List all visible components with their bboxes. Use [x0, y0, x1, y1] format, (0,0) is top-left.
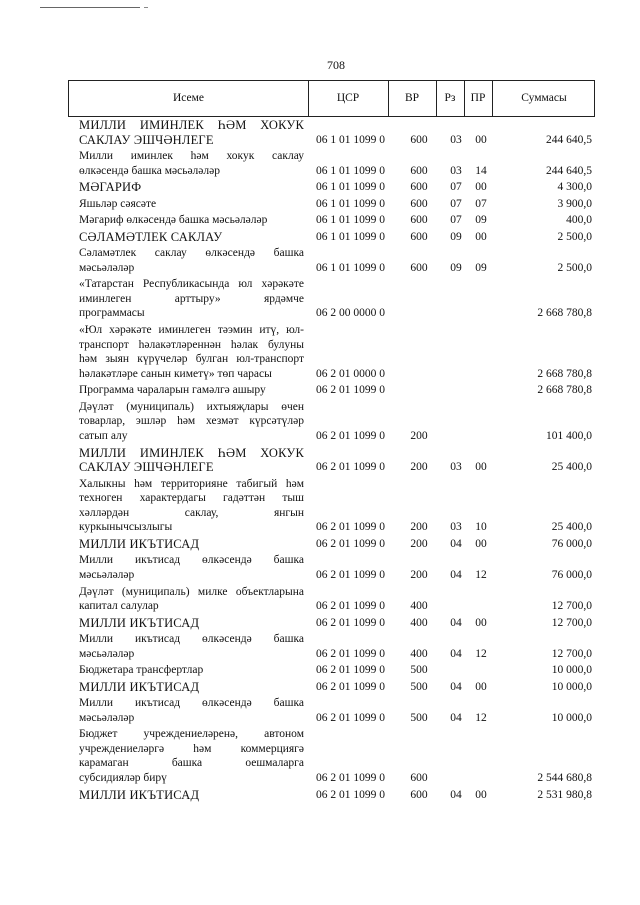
row-sum: 3 900,0 [557, 197, 592, 210]
row-pr: 10 [475, 521, 487, 534]
row-name [79, 616, 304, 631]
row-name-line: программасы [79, 307, 145, 320]
row-pr: 00 [475, 133, 487, 146]
header-pr: ПР [470, 92, 486, 104]
row-name-line: МИЛЛИ ИМИНЛЕК ҺӘМ ХОКУК [79, 118, 304, 132]
row-name [79, 149, 304, 178]
row-vr: 500 [410, 711, 428, 724]
row-name-line: МИЛЛИ ИКЪТИСАД [79, 615, 200, 630]
row-name-line: учреждениеләргә һәм коммерциягә [79, 742, 304, 755]
table-row [0, 477, 640, 535]
row-csr: 06 2 01 1099 0 [316, 616, 385, 629]
table-row [0, 197, 640, 212]
row-sum: 2 531 980,8 [537, 788, 592, 801]
row-name [79, 663, 304, 678]
row-name-line: субсидияләр бирү [79, 772, 167, 785]
row-sum: 400,0 [566, 214, 592, 227]
row-csr: 06 1 01 1099 0 [316, 230, 385, 243]
row-pr: 00 [475, 461, 487, 474]
row-name-line: «Татарстан Республикасында юл хәрәкәте [79, 278, 304, 291]
row-name-line: мәсьәләләр [79, 261, 135, 274]
row-name-line: МИЛЛИ ИКЪТИСАД [79, 679, 200, 694]
row-rz: 07 [450, 181, 462, 194]
row-sum: 10 000,0 [551, 664, 592, 677]
row-name [79, 246, 304, 275]
row-csr: 06 2 01 0000 0 [316, 367, 385, 380]
row-vr: 200 [410, 521, 428, 534]
row-name-line: Сәламәтлек саклау өлкәсендә башка [79, 247, 304, 260]
row-name [79, 277, 304, 321]
row-sum: 101 400,0 [546, 429, 592, 442]
table-row [0, 632, 640, 661]
row-rz: 03 [450, 133, 462, 146]
row-name-line: техноген характердагы гадәттән тыш [79, 492, 304, 505]
row-vr: 600 [410, 164, 428, 177]
row-sum: 12 700,0 [551, 600, 592, 613]
row-name [79, 477, 304, 535]
row-csr: 06 2 01 1099 0 [316, 711, 385, 724]
row-csr: 06 1 01 1099 0 [316, 181, 385, 194]
row-pr: 09 [475, 214, 487, 227]
row-name [79, 197, 304, 212]
row-csr: 06 1 01 1099 0 [316, 197, 385, 210]
table-row [0, 246, 640, 275]
row-csr: 06 2 01 1099 0 [316, 772, 385, 785]
row-csr: 06 1 01 1099 0 [316, 261, 385, 274]
row-sum: 10 000,0 [551, 711, 592, 724]
row-vr: 600 [410, 133, 428, 146]
row-name [79, 118, 304, 147]
row-csr: 06 1 01 1099 0 [316, 164, 385, 177]
row-vr: 600 [410, 214, 428, 227]
row-name [79, 585, 304, 614]
row-name-line: Милли икътисад өлкәсендә башка [79, 554, 304, 567]
row-pr: 12 [475, 711, 487, 724]
row-name [79, 680, 304, 695]
row-rz: 07 [450, 214, 462, 227]
row-csr: 06 2 01 1099 0 [316, 664, 385, 677]
row-name-line: МИЛЛИ ИКЪТИСАД [79, 536, 200, 551]
row-rz: 04 [450, 680, 462, 693]
row-pr: 00 [475, 230, 487, 243]
row-name-line: Бюджетара трансфертлар [79, 664, 204, 677]
row-name-line: Милли икътисад өлкәсендә башка [79, 697, 304, 710]
row-name-line: һәм зыян күрүчеләр булган юл-транспорт [79, 353, 304, 366]
row-sum: 2 668 780,8 [537, 384, 592, 397]
row-name [79, 383, 304, 398]
row-vr: 200 [410, 429, 428, 442]
row-pr: 00 [475, 788, 487, 801]
row-vr: 600 [410, 181, 428, 194]
row-name [79, 632, 304, 661]
row-name-line: «Юл хәрәкәте иминлеген тәэмин итү, юл- [79, 324, 304, 336]
row-name [79, 788, 304, 803]
page-number: 708 [327, 58, 345, 72]
row-csr: 06 1 01 1099 0 [316, 214, 385, 227]
table-row [0, 727, 640, 785]
row-csr: 06 2 01 1099 0 [316, 537, 385, 550]
table-row [0, 788, 640, 803]
row-rz: 04 [450, 647, 462, 660]
row-sum: 2 500,0 [557, 261, 592, 274]
row-name-line: карамаган башка оешмаларга [79, 757, 304, 770]
row-csr: 06 2 01 1099 0 [316, 384, 385, 397]
row-pr: 00 [475, 616, 487, 629]
row-name-line: һәлакәтләре санын киметү» төп чарасы [79, 367, 272, 380]
row-name-line: капитал салулар [79, 600, 159, 613]
row-name [79, 213, 304, 228]
row-rz: 04 [450, 711, 462, 724]
row-vr: 400 [410, 647, 428, 660]
row-name-line: САКЛАУ ЭШЧӘНЛЕГЕ [79, 132, 214, 147]
row-name-line: куркынычсызлыгы [79, 521, 173, 534]
row-rz: 03 [450, 521, 462, 534]
row-name-line: МИЛЛИ ИКЪТИСАД [79, 787, 200, 802]
row-name-line: Яшьләр сәясәте [79, 197, 157, 210]
row-name [79, 180, 304, 195]
row-pr: 00 [475, 680, 487, 693]
row-pr: 00 [475, 537, 487, 550]
row-vr: 200 [410, 568, 428, 581]
row-vr: 200 [410, 461, 428, 474]
row-sum: 12 700,0 [551, 616, 592, 629]
row-vr: 600 [410, 261, 428, 274]
row-name-line: СӘЛАМӘТЛЕК САКЛАУ [79, 229, 223, 244]
table-row [0, 180, 640, 195]
table-row [0, 553, 640, 582]
table-row [0, 277, 640, 321]
row-sum: 2 500,0 [557, 230, 592, 243]
row-name-line: мәсьәләләр [79, 568, 135, 581]
row-sum: 76 000,0 [551, 568, 592, 581]
row-csr: 06 2 01 1099 0 [316, 600, 385, 613]
row-pr: 00 [475, 181, 487, 194]
row-vr: 400 [410, 616, 428, 629]
row-name-line: САКЛАУ ЭШЧӘНЛЕГЕ [79, 460, 214, 475]
row-pr: 09 [475, 261, 487, 274]
row-vr: 500 [410, 680, 428, 693]
row-rz: 04 [450, 568, 462, 581]
table-row [0, 323, 640, 381]
top-rule-fragment [144, 7, 148, 8]
top-rule [40, 7, 140, 8]
row-sum: 2 544 680,8 [537, 772, 592, 785]
table-row [0, 446, 640, 475]
row-csr: 06 2 01 1099 0 [316, 647, 385, 660]
row-name-line: Мәгариф өлкәсендә башка мәсьәләләр [79, 214, 268, 227]
table-row [0, 585, 640, 614]
row-name-line: иминлеген арттыру» ярдәмче [79, 292, 304, 305]
table-row [0, 696, 640, 725]
header-csr: ЦСР [336, 92, 360, 104]
row-rz: 07 [450, 197, 462, 210]
row-rz: 04 [450, 788, 462, 801]
row-name-line: хәлләрдән саклау, янгын [79, 506, 304, 519]
row-name-line: товарлар, эшләр һәм хезмәт күрсәтүләр [79, 415, 304, 428]
row-name-line: Халыкны һәм территорияне табигый һәм [79, 477, 304, 490]
table-row [0, 616, 640, 631]
row-pr: 12 [475, 647, 487, 660]
table-row [0, 149, 640, 178]
row-name-line: мәсьәләләр [79, 711, 135, 724]
row-vr: 600 [410, 197, 428, 210]
row-rz: 04 [450, 616, 462, 629]
header-vr: ВР [404, 92, 420, 104]
row-name-line: мәсьәләләр [79, 647, 135, 660]
table-row [0, 680, 640, 695]
row-vr: 500 [410, 664, 428, 677]
row-sum: 76 000,0 [551, 537, 592, 550]
header-name: Исеме [172, 92, 205, 104]
row-name-line: Милли иминлек һәм хокук саклау [79, 150, 304, 163]
row-csr: 06 2 00 0000 0 [316, 307, 385, 320]
row-pr: 12 [475, 568, 487, 581]
row-csr: 06 2 01 1099 0 [316, 788, 385, 801]
row-name-line: Дәүләт (муниципаль) милке объектларына [79, 585, 304, 598]
table-row [0, 663, 640, 678]
row-name-line: сатып алу [79, 429, 128, 442]
table-row [0, 230, 640, 245]
row-csr: 06 2 01 1099 0 [316, 429, 385, 442]
row-name-line: өлкәсендә башка мәсьәләләр [79, 164, 220, 177]
row-name [79, 400, 304, 444]
row-rz: 03 [450, 461, 462, 474]
row-name-line: МИЛЛИ ИМИНЛЕК ҺӘМ ХОКУК [79, 445, 304, 460]
row-pr: 07 [475, 197, 487, 210]
row-name [79, 537, 304, 552]
row-sum: 12 700,0 [551, 647, 592, 660]
row-rz: 03 [450, 164, 462, 177]
row-vr: 600 [410, 230, 428, 243]
row-vr: 200 [410, 537, 428, 550]
row-csr: 06 2 01 1099 0 [316, 461, 385, 474]
row-sum: 2 668 780,8 [537, 367, 592, 380]
row-vr: 400 [410, 600, 428, 613]
row-name [79, 446, 304, 475]
row-name-line: Дәүләт (муниципаль) ихтыяҗлары өчен [79, 400, 304, 413]
table-row [0, 213, 640, 228]
row-name-line: МӘГАРИФ [79, 180, 142, 195]
row-rz: 09 [450, 230, 462, 243]
header-rz: Рз [444, 92, 456, 104]
row-csr: 06 2 01 1099 0 [316, 568, 385, 581]
row-vr: 600 [410, 772, 428, 785]
row-name [79, 727, 304, 785]
row-name [79, 696, 304, 725]
row-vr: 600 [410, 788, 428, 801]
row-rz: 04 [450, 537, 462, 550]
row-name [79, 230, 304, 245]
table-header [68, 80, 595, 117]
row-rz: 09 [450, 261, 462, 274]
row-sum: 244 640,5 [546, 164, 592, 177]
row-name-line: Милли икътисад өлкәсендә башка [79, 633, 304, 646]
row-pr: 14 [475, 164, 487, 177]
table-row [0, 537, 640, 552]
header-sum: Суммасы [521, 92, 567, 104]
row-csr: 06 1 01 1099 0 [316, 133, 385, 146]
row-sum: 2 668 780,8 [537, 307, 592, 320]
row-sum: 10 000,0 [551, 680, 592, 693]
row-csr: 06 2 01 1099 0 [316, 521, 385, 534]
row-name-line: Программа чараларын гамәлгә ашыру [79, 384, 266, 397]
row-name-line: Бюджет учреждениеләренә, автоном [79, 728, 304, 741]
row-name [79, 553, 304, 582]
table-row [0, 400, 640, 444]
row-sum: 25 400,0 [551, 461, 592, 474]
row-sum: 244 640,5 [546, 133, 592, 146]
row-csr: 06 2 01 1099 0 [316, 680, 385, 693]
row-name [79, 323, 304, 381]
table-row [0, 118, 640, 147]
row-name-line: транспорт һәлакәтләреннән һәлак булуны [79, 338, 304, 351]
row-sum: 25 400,0 [551, 521, 592, 534]
table-row [0, 383, 640, 398]
row-sum: 4 300,0 [557, 181, 592, 194]
